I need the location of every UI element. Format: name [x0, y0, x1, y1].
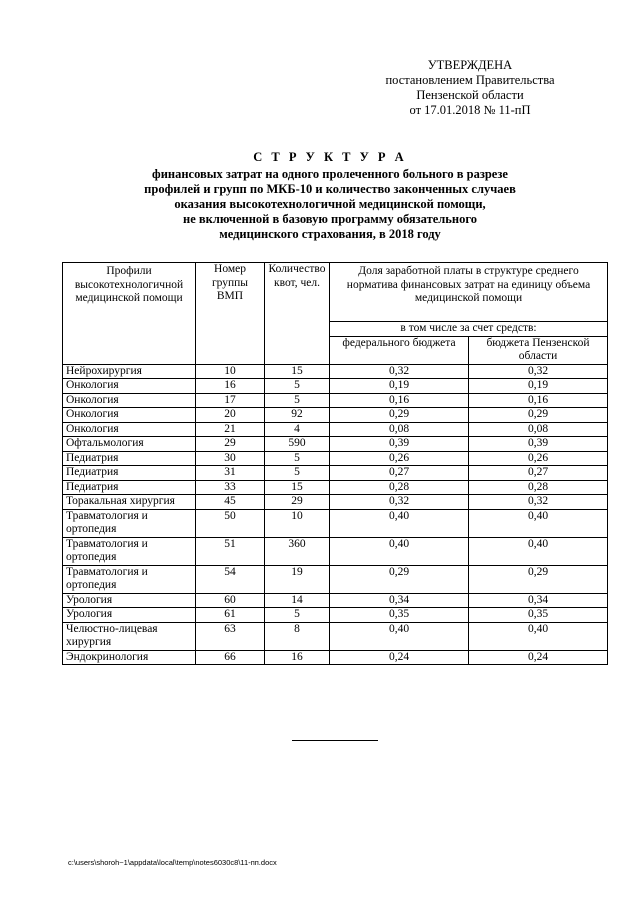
cell-group: 10 — [196, 364, 265, 379]
header-quota: Количество квот, чел. — [265, 263, 330, 365]
cell-regional: 0,26 — [469, 451, 608, 466]
cell-federal: 0,29 — [330, 408, 469, 423]
cell-regional: 0,29 — [469, 408, 608, 423]
cell-profile: Урология — [63, 608, 196, 623]
cell-quota: 5 — [265, 379, 330, 394]
cell-group: 45 — [196, 495, 265, 510]
heading-line: оказания высокотехнологичной медицинской помощи, — [174, 197, 486, 211]
cell-quota: 29 — [265, 495, 330, 510]
cell-regional: 0,32 — [469, 495, 608, 510]
heading-line: не включенной в базовую программу обязательного — [183, 212, 477, 226]
cell-federal: 0,19 — [330, 379, 469, 394]
cell-quota: 5 — [265, 466, 330, 481]
cell-profile: Офтальмология — [63, 437, 196, 452]
cell-quota: 15 — [265, 480, 330, 495]
cell-quota: 590 — [265, 437, 330, 452]
cell-federal: 0,40 — [330, 537, 469, 565]
file-path-footer: c:\users\shoroh~1\appdata\local\temp\notes6030c8\11-пп.docx — [68, 858, 277, 867]
table-row — [63, 480, 608, 495]
cell-federal: 0,40 — [330, 509, 469, 537]
heading-line: финансовых затрат на одного пролеченного больного в разрезе — [152, 167, 508, 181]
cell-group: 16 — [196, 379, 265, 394]
table-row — [63, 408, 608, 423]
cell-quota: 5 — [265, 608, 330, 623]
cell-group: 66 — [196, 650, 265, 665]
cell-regional: 0,29 — [469, 565, 608, 593]
cell-group: 29 — [196, 437, 265, 452]
cell-group: 54 — [196, 565, 265, 593]
cell-profile: Травматология и ортопедия — [63, 565, 196, 593]
table-row — [63, 379, 608, 394]
cell-group: 21 — [196, 422, 265, 437]
cell-federal: 0,39 — [330, 437, 469, 452]
table-row — [63, 509, 608, 537]
cell-profile: Торакальная хирургия — [63, 495, 196, 510]
end-divider — [292, 740, 378, 741]
approval-title: УТВЕРЖДЕНА — [427, 58, 513, 72]
approval-region: Пензенской области — [416, 88, 524, 102]
cell-profile: Травматология и ортопедия — [63, 537, 196, 565]
cell-quota: 4 — [265, 422, 330, 437]
table-row — [63, 364, 608, 379]
cell-regional: 0,40 — [469, 622, 608, 650]
cell-group: 20 — [196, 408, 265, 423]
cell-regional: 0,40 — [469, 509, 608, 537]
heading-line: профилей и групп по МКБ-10 и количество законченных случаев — [144, 182, 516, 196]
approval-date: от 17.01.2018 № 11-пП — [409, 103, 531, 117]
cell-quota: 16 — [265, 650, 330, 665]
cell-profile: Педиатрия — [63, 480, 196, 495]
table-row — [63, 622, 608, 650]
cell-federal: 0,26 — [330, 451, 469, 466]
header-federal: федерального бюджета — [330, 336, 469, 364]
header-profile: Профили высокотехнологичной медицинской помощи — [63, 263, 196, 365]
header-including: в том числе за счет средств: — [330, 322, 608, 337]
table-row — [63, 451, 608, 466]
table-row — [63, 608, 608, 623]
cell-group: 63 — [196, 622, 265, 650]
cell-quota: 19 — [265, 565, 330, 593]
header-group: Номер группы ВМП — [196, 263, 265, 365]
table-row — [63, 422, 608, 437]
cell-quota: 5 — [265, 393, 330, 408]
cell-profile: Онкология — [63, 422, 196, 437]
cell-quota: 10 — [265, 509, 330, 537]
cell-regional: 0,39 — [469, 437, 608, 452]
document-heading — [60, 150, 600, 242]
cell-group: 60 — [196, 593, 265, 608]
cell-regional: 0,24 — [469, 650, 608, 665]
header-share: Доля заработной платы в структуре среднего норматива финансовых затрат на единицу объема медицинской помощи — [330, 263, 608, 322]
cell-federal: 0,34 — [330, 593, 469, 608]
cell-federal: 0,28 — [330, 480, 469, 495]
cell-quota: 15 — [265, 364, 330, 379]
cell-quota: 92 — [265, 408, 330, 423]
cell-regional: 0,32 — [469, 364, 608, 379]
cell-profile: Урология — [63, 593, 196, 608]
table-row — [63, 466, 608, 481]
cell-profile: Онкология — [63, 408, 196, 423]
cell-regional: 0,35 — [469, 608, 608, 623]
cell-profile: Челюстно-лицевая хирургия — [63, 622, 196, 650]
cell-regional: 0,19 — [469, 379, 608, 394]
cell-regional: 0,27 — [469, 466, 608, 481]
cell-regional: 0,34 — [469, 593, 608, 608]
heading-line: медицинского страхования, в 2018 году — [219, 227, 441, 241]
table-row — [63, 565, 608, 593]
cell-federal: 0,16 — [330, 393, 469, 408]
cell-group: 17 — [196, 393, 265, 408]
table-row — [63, 393, 608, 408]
cell-quota: 360 — [265, 537, 330, 565]
cell-group: 61 — [196, 608, 265, 623]
cell-group: 50 — [196, 509, 265, 537]
cell-federal: 0,27 — [330, 466, 469, 481]
cell-profile: Травматология и ортопедия — [63, 509, 196, 537]
cell-profile: Онкология — [63, 393, 196, 408]
cell-federal: 0,32 — [330, 364, 469, 379]
cell-regional: 0,40 — [469, 537, 608, 565]
cell-federal: 0,08 — [330, 422, 469, 437]
cell-profile: Онкология — [63, 379, 196, 394]
cell-regional: 0,28 — [469, 480, 608, 495]
table-row — [63, 437, 608, 452]
cell-group: 30 — [196, 451, 265, 466]
table-row — [63, 495, 608, 510]
cell-group: 33 — [196, 480, 265, 495]
cell-profile: Нейрохирургия — [63, 364, 196, 379]
cell-profile: Эндокринология — [63, 650, 196, 665]
cell-quota: 5 — [265, 451, 330, 466]
cell-federal: 0,35 — [330, 608, 469, 623]
cell-profile: Педиатрия — [63, 466, 196, 481]
cell-regional: 0,08 — [469, 422, 608, 437]
cell-federal: 0,24 — [330, 650, 469, 665]
table-row — [63, 650, 608, 665]
cell-federal: 0,40 — [330, 622, 469, 650]
cell-group: 31 — [196, 466, 265, 481]
cell-group: 51 — [196, 537, 265, 565]
approval-decree: постановлением Правительства — [385, 73, 555, 87]
cell-quota: 8 — [265, 622, 330, 650]
structure-table — [62, 262, 608, 665]
table-row — [63, 537, 608, 565]
cell-profile: Педиатрия — [63, 451, 196, 466]
table-row — [63, 593, 608, 608]
cell-federal: 0,29 — [330, 565, 469, 593]
document-title: С Т Р У К Т У Р А — [253, 150, 407, 164]
approval-stamp — [360, 58, 580, 118]
header-regional: бюджета Пензенской области — [469, 336, 608, 364]
cell-quota: 14 — [265, 593, 330, 608]
cell-regional: 0,16 — [469, 393, 608, 408]
cell-federal: 0,32 — [330, 495, 469, 510]
